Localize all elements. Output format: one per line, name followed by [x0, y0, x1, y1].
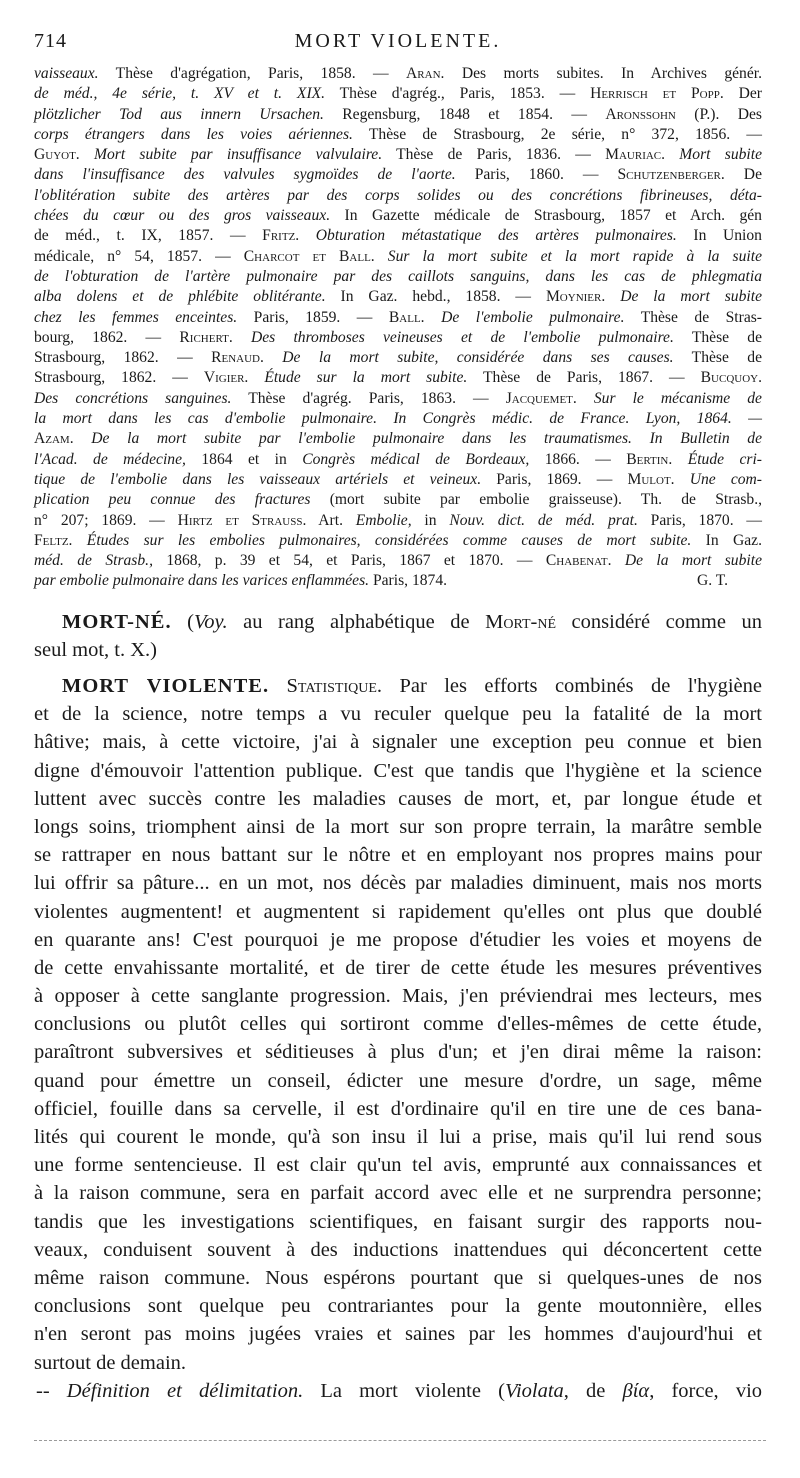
article-headword: MORT VIOLENTE. [62, 675, 270, 697]
article-line: à la raison commune, sera en parfait accord avec elle et ne surprendra personne; [34, 1182, 762, 1205]
definition-latin: Violata [504, 1379, 564, 1402]
bibliography-line [34, 368, 762, 388]
bibliography-segment: méd. de Strasb., [34, 552, 153, 570]
bibliography-segment: chées du cœur ou des gros vaisseaux. [34, 207, 331, 225]
article-line: lités qui courent le monde, qu'à son insu il lui a prise, mais qu'il lui rend sous [34, 1126, 762, 1148]
article-line: paraîtront subversives et séditieuses à plus d'un; et j'en dirai même la raison: [34, 1041, 762, 1064]
mort-ne-line-1 [62, 608, 762, 636]
bibliography-segment: Thèse de Strasbourg, 2e série, n° 372, 1856. — [352, 125, 762, 143]
bibliography-line [34, 389, 762, 409]
article-line: officiel, fouille dans sa cervelle, il est d'ordinaire qu'il en tire une de ces bana- [34, 1097, 762, 1120]
bibliography-segment: Mort subite [665, 146, 762, 164]
bibliography-segment: De la mort subite [605, 288, 762, 306]
mort-ne-voy: Voy. [193, 611, 228, 633]
article-line: quand pour émettre un conseil, édicter une mesure d'ordre, un sage, même [34, 1069, 762, 1092]
bibliography-segment: corps étrangers dans les voies aériennes. [34, 125, 353, 143]
page-header [34, 30, 762, 58]
bibliography-segment: plötzlicher Tod aus innern Ursachen. [34, 105, 324, 123]
bibliography-segment: Regensburg, 1848 et 1854. — [323, 105, 606, 123]
bibliography-line [34, 105, 762, 125]
bibliography-line [34, 267, 762, 287]
definition-text-a: La mort violente ( [303, 1379, 505, 1402]
bibliography-segment: l'Acad. de médecine, [34, 450, 186, 468]
article-line: longs soins, triomphent ainsi de la mort sur son propre terrain, la marâtre semble [34, 815, 762, 838]
bibliography-line [34, 490, 762, 510]
definition-text-b: , de [563, 1379, 623, 1402]
bibliography-segment: Thèse de Stras- [624, 308, 762, 326]
bibliography-segment: Des thromboses veineuses et de l'embolie pulmonaire. [232, 328, 674, 346]
bibliography-segment: In Gaz. [691, 531, 762, 549]
bibliography-segment: In Gaz. hebd., 1858. — [325, 288, 546, 306]
bibliography-segment: Paris, 1859. — [237, 308, 389, 326]
bibliography-segment: Étude sur la mort subite. [248, 369, 468, 387]
bibliography-segment: Une com- [674, 470, 763, 488]
bibliography-segment: Art. [306, 511, 356, 529]
article-line: à opposer à cette sanglante progression. Mais, j'en préviendrai mes lecteurs, mes [34, 985, 762, 1008]
bibliography-line [34, 287, 762, 307]
article-mort-violente [34, 672, 762, 1405]
bibliography-segment: Nouv. dict. de méd. prat. [449, 511, 638, 529]
article-line: tandis que les investigations scientifiques, en faisant surgir des rapports nou- [34, 1210, 762, 1233]
bibliography-line [34, 429, 762, 449]
bibliography-line [34, 551, 762, 571]
bibliography-line [34, 186, 762, 206]
bibliography-segment: Congrès médical de Bordeaux, [302, 450, 530, 468]
bibliography-line [34, 511, 762, 531]
bibliography-segment: Schutzenberger. [617, 166, 725, 184]
definition-line [34, 1377, 762, 1405]
bibliography-segment: Études sur les embolies pulmonaires, considérées comme causes de mort subite. [72, 531, 692, 549]
bibliography-segment: In Congrès médic. de France. Lyon, 1864. — [376, 410, 762, 428]
bibliography-line [34, 450, 762, 470]
bibliography-segment: Paris, 1860. — [455, 166, 618, 184]
bibliography-segment: Obturation métastatique des artères pulmonaires. [299, 227, 677, 245]
article-line: lui offrir sa pâture... en un mot, nos décès par maladies diminuent, mais nos morts [34, 872, 762, 895]
bibliography-segment: la mort dans les cas d'embolie pulmonaire. [34, 410, 377, 428]
article-line: et de la science, notre temps a vu reculer quelque peu la fatalité de la mort [34, 703, 762, 726]
bibliography-segment: 1868, p. 39 et 54, et Paris, 1867 et 1870. — [152, 552, 546, 570]
bibliography-segment: Charcot et Ball. [243, 247, 375, 265]
article-line: veaux, conduisent souvent à des inductions inattendues qui déconcertent cette [34, 1238, 762, 1261]
bibliography-segment: vaisseaux. [34, 65, 99, 82]
bibliography-segment: tique de l'embolie dans les vaisseaux artériels et veineux. [34, 470, 482, 488]
page-number: 714 [34, 30, 67, 52]
bibliography-line [34, 308, 762, 328]
bibliography-segment: De la mort subite par l'embolie pulmonaire dans les traumatismes. [73, 430, 632, 448]
bibliography-segment: De la mort subite, considérée dans ses causes. [263, 349, 674, 367]
footer-rule [34, 1440, 766, 1443]
bibliography-segment: Der [723, 85, 763, 103]
bibliography-segment: plication peu connue des fractures [34, 491, 311, 509]
bibliography-line [34, 328, 762, 348]
bibliography-line [34, 226, 762, 246]
article-line: conclusions ou plutôt celles qui sortiront comme d'elles-mêmes de cette étude, [34, 1013, 762, 1036]
bibliography-segment: De la mort subite [611, 552, 762, 570]
bibliography-segment: Strasbourg, 1862. — [34, 369, 204, 387]
bibliography-line [34, 247, 762, 267]
bibliography-segment: Thèse d'agrégation, Paris, 1858. — [98, 65, 407, 82]
article-line: même raison commune. Nous espérons pourtant que si quelques-unes de nos [34, 1266, 762, 1289]
bibliography-line [34, 206, 762, 226]
article-line: conclusions sont quelque peu contrariantes pour la gente moutonnière, elles [34, 1295, 762, 1318]
bibliography-segment: Azam. [34, 430, 74, 448]
bibliography-segment: Strasbourg, 1862. — [34, 349, 212, 367]
bibliography-segment: Aran. [406, 65, 445, 82]
bibliography-segment: de l'obturation de l'artère pulmonaire par des caillots sanguins, dans les cas de phlegmatia [34, 267, 762, 285]
bibliography-segment: Thèse de [673, 328, 763, 346]
article-paragraph [34, 700, 762, 1348]
mort-ne-headword: MORT-NÉ. [62, 611, 172, 633]
article-line: luttent avec succès contre les maladies causes de mort, et, par longue étude et [34, 787, 762, 810]
bibliography-segment: Sur le mécanisme de [576, 389, 762, 407]
article-line: violentes augmentent! et augmentent si rapidement qu'elles ont plus que doublé [34, 900, 762, 923]
bibliography-segment: de méd., t. IX, 1857. — [34, 227, 263, 245]
bibliography-segment: Vigier. [203, 369, 249, 387]
article-line: une forme sentencieuse. Il est clair qu'un tel avis, emprunté aux connaissances et [34, 1154, 762, 1177]
mort-ne-text-a: ( [171, 611, 194, 633]
bibliography-segment: Jacquemet. [505, 389, 577, 407]
running-title: MORT VIOLENTE. [294, 30, 502, 52]
bibliography-segment: Mauriac. [605, 146, 666, 164]
bibliography-segment: Thèse d'agrég. Paris, 1863. — [231, 389, 506, 407]
bibliography-segment: n° 207; 1869. — [34, 511, 178, 529]
bibliography-segment: In Gazette médicale de Strasbourg, 1857 et Arch. gén [330, 207, 762, 225]
definition-label: Définition et délimitation. [66, 1379, 304, 1402]
bibliography-segment: bourg, 1862. — [34, 328, 180, 346]
bibliography-segment: Des [719, 105, 762, 123]
bibliography-segment: Bucquoy. [700, 369, 762, 387]
article-line: hâtive; mais, à cette victoire, j'ai à signaler une exception peu connue et bien [34, 731, 762, 754]
article-line: digne d'émouvoir l'attention publique. C'est que tandis que l'hygiène et la science [34, 759, 762, 782]
bibliography-segment: Richert. [179, 328, 233, 346]
article-last-line: surtout de demain. [34, 1351, 187, 1374]
bibliography-segment: 1864 et in [185, 450, 303, 468]
article-line: en quarante ans! C'est pourquoi je me propose d'étudier les voies et moyens de [34, 928, 762, 951]
mort-ne-text-b: au rang alphabétique de [227, 611, 486, 633]
bibliography-segment: in [411, 511, 450, 529]
bibliography-segment: de méd., 4e série, t. XV et t. XIX. [34, 85, 326, 103]
bibliography-segment: Thèse de Paris, 1836. — [382, 146, 606, 164]
bibliography-segment: Fritz. [262, 227, 300, 245]
article-section-title: Statistique. [286, 675, 383, 697]
definition-dash: -- [36, 1379, 67, 1402]
bibliography-segment: médicale, n° 54, 1857. — [34, 247, 244, 265]
bibliography-segment: Étude cri- [672, 450, 763, 468]
bibliography-segment: Paris, 1869. — [481, 470, 628, 488]
definition-text-c: , force, vio [649, 1379, 763, 1402]
bibliography-segment: Renaud. [211, 349, 264, 367]
bibliography-signature: G. T. [696, 572, 728, 590]
bibliography-segment: dans l'insuffisance des valvules sygmoïdes de l'aorte. [34, 166, 456, 184]
bibliography-line [34, 145, 762, 165]
bibliography-segment: De [724, 166, 762, 184]
bibliography-line [34, 165, 762, 185]
article-line: de cette envahissante mortalité, et de tirer de cette étude les mesures préventives [34, 956, 762, 979]
bibliography-segment: Aronssohn (P.). [605, 105, 720, 123]
mort-ne-line-2: seul mot, t. X.) [34, 639, 157, 661]
bibliography-segment: par embolie pulmonaire dans les varices enflammées. [34, 572, 370, 590]
article-line: se rattraper en nous battant sur le nôtre et en employant nos propres mains pour [34, 844, 762, 867]
bibliography-line [34, 348, 762, 368]
bibliography-segment: De l'embolie pulmonaire. [424, 308, 625, 326]
bibliography-segment: chez les femmes enceintes. [34, 308, 238, 326]
bibliography-segment: Moynier. [545, 288, 606, 306]
bibliography-segment: Feltz. [34, 531, 73, 549]
bibliography-segment: In Bulletin de [631, 430, 763, 448]
bibliography-line [34, 470, 762, 490]
bibliography-segment: Paris, 1870. — [637, 511, 762, 529]
bibliography-segment: Mort subite par insuffisance valvulaire. [79, 146, 383, 164]
definition-greek: βία [622, 1379, 650, 1402]
bibliography-segment: (mort subite par embolie graisseuse). Th. de Strasb., [310, 491, 763, 509]
bibliography-segment: Thèse de [673, 349, 763, 367]
bibliography-segment: l'oblitération subite des artères par des corps solides ou des concrétions fibrineuses, déta- [34, 186, 762, 204]
bibliography-line [34, 571, 762, 591]
mort-ne-entry [34, 608, 763, 664]
bibliography-segment: Des morts subites. In Archives génér. [444, 65, 762, 82]
mort-ne-text-c: considéré comme un [556, 611, 763, 633]
bibliography-segment: alba dolens et de phlébite oblitérante. [34, 288, 326, 306]
bibliography-segment: Hirtz et Strauss. [177, 511, 307, 529]
bibliography-segment: Sur la mort subite et la mort rapide à la suite [374, 247, 762, 265]
bibliography-line [34, 125, 762, 145]
bibliography-segment: Thèse de Paris, 1867. — [467, 369, 701, 387]
bibliography-line [34, 84, 762, 104]
bibliography-segment: 1866. — [529, 450, 627, 468]
bibliography-line [34, 64, 762, 84]
bibliography-segment: Guyot. [34, 146, 80, 164]
article-line: n'en seront pas moins jugées vraies et saines par les hommes d'aujourd'hui et [34, 1323, 762, 1346]
bibliography-segment: Mulot. [627, 470, 675, 488]
bibliography-line [34, 409, 762, 429]
bibliography-segment: Des concrétions sanguines. [34, 389, 232, 407]
bibliography-line [34, 531, 762, 551]
mort-ne-crossref: Mort-né [485, 611, 557, 633]
bibliography-segment: Bertin. [626, 450, 673, 468]
bibliography-segment: In Union [676, 227, 762, 245]
bibliography-segment: Paris, 1874. [369, 572, 448, 590]
bibliography-segment: Chabenat. [545, 552, 612, 570]
bibliography [34, 64, 762, 592]
bibliography-segment: Herrisch et Popp. [590, 85, 724, 103]
article-first-line-text: Par les efforts combinés de l'hygiène [382, 675, 762, 697]
bibliography-segment: Thèse d'agrég., Paris, 1853. — [325, 85, 591, 103]
bibliography-segment: Ball. [388, 308, 425, 326]
article-first-line [34, 672, 762, 700]
bibliography-segment: Embolie, [355, 511, 412, 529]
